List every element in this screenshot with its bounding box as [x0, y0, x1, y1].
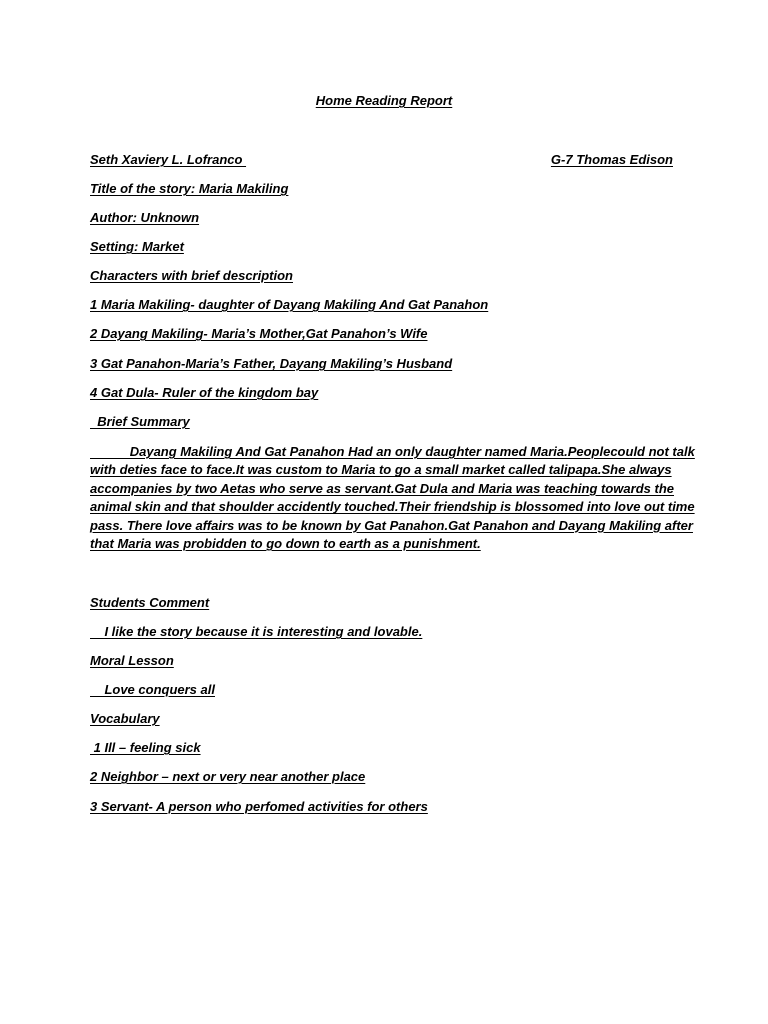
summary-line: accompanies by two Aetas who serve as servant.Gat Dula and Maria was teaching towards the [90, 480, 674, 496]
summary-line: that Maria was probidden to go down to earth as a punishment. [90, 536, 481, 552]
summary-heading: Brief Summary [90, 414, 190, 429]
characters-heading: Characters with brief description [90, 268, 293, 283]
moral-lesson: Love conquers all [90, 682, 215, 697]
character-item: 3 Gat Panahon-Maria’s Father, Dayang Makiling’s Husband [90, 356, 453, 371]
moral-heading: Moral Lesson [90, 653, 174, 668]
student-comment: I like the story because it is interesting and lovable. [90, 624, 423, 639]
story-author: Author: Unknown [90, 210, 200, 225]
grade-section: G-7 Thomas Edison [550, 152, 673, 167]
story-title: Title of the story: Maria Makiling [90, 181, 289, 196]
student-name: Seth Xaviery L. Lofranco [90, 152, 247, 167]
character-item: 4 Gat Dula- Ruler of the kingdom bay [90, 385, 319, 400]
vocabulary-item: 3 Servant- A person who perfomed activities for others [90, 799, 428, 814]
summary-paragraph [90, 443, 695, 553]
summary-line: animal skin and that shoulder accidently touched.Their friendship is blossomed into love out time [90, 499, 695, 515]
story-setting: Setting: Market [90, 239, 184, 254]
comment-heading: Students Comment [90, 595, 210, 610]
vocabulary-heading: Vocabulary [90, 711, 160, 726]
character-item: 1 Maria Makiling- daughter of Dayang Makiling And Gat Panahon [90, 297, 489, 312]
summary-line: Dayang Makiling And Gat Panahon Had an only daughter named Maria.Peoplecould not talk [90, 444, 695, 459]
report-title: Home Reading Report [315, 93, 453, 108]
character-item: 2 Dayang Makiling- Maria’s Mother,Gat Panahon’s Wife [90, 326, 428, 341]
vocabulary-item: 1 Ill – feeling sick [90, 740, 201, 755]
summary-line: with deties face to face.It was custom to Maria to go a small market called talipapa.She always [90, 462, 672, 478]
vocabulary-item: 2 Neighbor – next or very near another place [90, 769, 366, 784]
summary-line: pass. There love affairs was to be known by Gat Panahon.Gat Panahon and Dayang Makiling after [90, 517, 693, 533]
